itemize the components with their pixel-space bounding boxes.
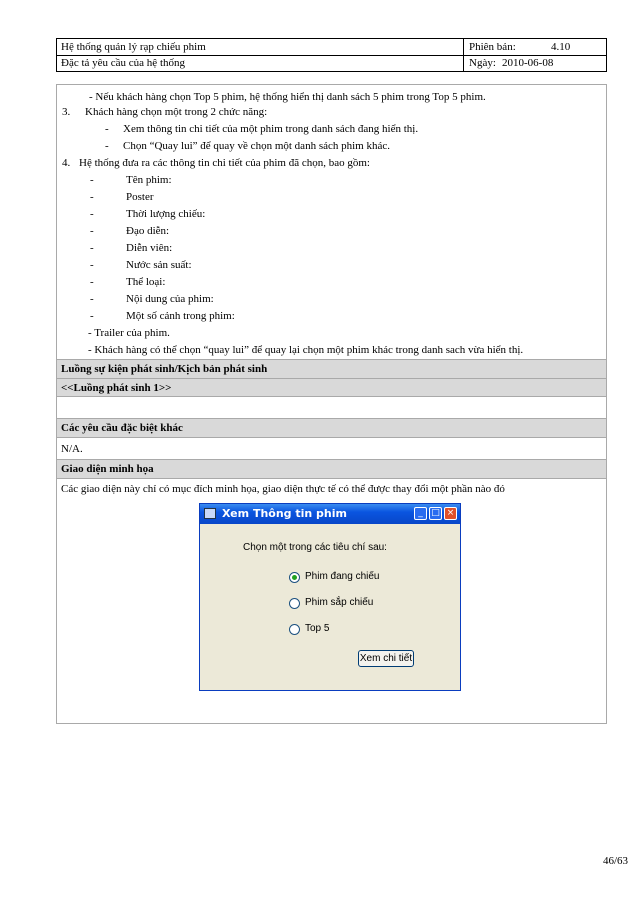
minimize-icon[interactable]: _ — [414, 507, 427, 520]
special-req-value: N/A. — [61, 443, 83, 455]
movie-field: Thể loại: — [126, 276, 166, 288]
maximize-icon[interactable]: □ — [429, 507, 442, 520]
movie-field: Thời lượng chiếu: — [126, 208, 206, 220]
step-3-item: Chọn “Quay lui” để quay về chọn một danh sách phim khác. — [123, 140, 390, 152]
header-row-2 — [57, 55, 606, 71]
radio-coming-soon[interactable] — [289, 598, 300, 609]
date-label: Ngày: — [469, 57, 496, 69]
dialog-prompt: Chọn một trong các tiêu chí sau: — [243, 542, 387, 553]
movie-info-dialog — [199, 503, 461, 691]
close-icon[interactable]: × — [444, 507, 457, 520]
radio-label-now-showing[interactable]: Phim đang chiếu — [305, 571, 380, 582]
bullet: - — [90, 191, 94, 203]
date-value: 2010-06-08 — [502, 57, 554, 69]
bullet: - — [105, 140, 109, 152]
bullet: - — [90, 259, 94, 271]
radio-now-showing[interactable] — [289, 572, 300, 583]
document-header-table — [56, 38, 607, 72]
header-row-1 — [57, 39, 606, 56]
bullet: - — [90, 208, 94, 220]
step-4-number: 4. — [62, 157, 71, 169]
line-top5: - Nếu khách hàng chọn Top 5 phim, hệ thống hiển thị danh sách 5 phim trong Top 5 phim. — [89, 91, 486, 103]
dialog-titlebar — [200, 504, 460, 524]
version-label: Phiên bản: — [469, 41, 516, 53]
movie-field: Diễn viên: — [126, 242, 173, 254]
bullet: - — [90, 276, 94, 288]
bullet: - — [90, 310, 94, 322]
step-4-text: Hệ thống đưa ra các thông tin chi tiết của phim đã chọn, bao gồm: — [79, 157, 370, 169]
step-3-number: 3. — [62, 106, 71, 118]
ui-heading-band — [57, 459, 606, 479]
alt-flow-heading: Luồng sự kiện phát sinh/Kịch bản phát sinh — [61, 363, 268, 375]
line-trailer: - Trailer của phim. — [88, 327, 170, 339]
movie-field: Tên phim: — [126, 174, 172, 186]
radio-label-coming-soon[interactable]: Phim sắp chiếu — [305, 597, 374, 608]
special-req-heading: Các yêu cầu đặc biệt khác — [61, 422, 183, 434]
alt-flow-item: <<Luồng phát sinh 1>> — [61, 382, 172, 394]
header-divider — [463, 39, 464, 71]
doc-title: Đặc tả yêu cầu của hệ thống — [61, 57, 185, 69]
bullet: - — [90, 174, 94, 186]
movie-field: Nước sản suất: — [126, 259, 192, 271]
bullet: - — [105, 123, 109, 135]
movie-field: Một số cảnh trong phim: — [126, 310, 235, 322]
bullet: - — [90, 225, 94, 237]
movie-field: Đạo diễn: — [126, 225, 170, 237]
step-3-item: Xem thông tin chi tiết của một phim trong danh sách đang hiển thị. — [123, 123, 419, 135]
line-back: - Khách hàng có thể chọn “quay lui” để quay lại chọn một phim khác trong danh sach vừa hiển thị. — [88, 344, 524, 356]
page-number: 46/63 — [602, 855, 628, 867]
alt-flow-item-band — [57, 378, 606, 397]
bullet: - — [90, 242, 94, 254]
system-name: Hệ thống quản lý rạp chiếu phim — [61, 41, 206, 53]
dialog-title: Xem Thông tin phim — [222, 507, 347, 520]
dialog-client-area — [203, 525, 457, 687]
ui-heading: Giao diện minh họa — [61, 463, 154, 475]
radio-selected-dot — [292, 575, 297, 580]
ui-note: Các giao diện này chỉ có mục đích minh họa, giao diện thực tế có thể được thay đổi một phần nào đó — [61, 483, 505, 495]
bullet: - — [90, 293, 94, 305]
version-value: 4.10 — [551, 41, 571, 53]
alt-flow-heading-band — [57, 359, 606, 379]
movie-field: Poster — [126, 191, 154, 203]
radio-top5[interactable] — [289, 624, 300, 635]
step-3-text: Khách hàng chọn một trong 2 chức năng: — [85, 106, 268, 118]
view-details-button[interactable]: Xem chi tiết — [358, 650, 414, 667]
radio-label-top5[interactable]: Top 5 — [305, 623, 330, 634]
window-app-icon — [204, 508, 216, 519]
movie-field: Nội dung của phim: — [126, 293, 214, 305]
special-req-band — [57, 418, 606, 438]
